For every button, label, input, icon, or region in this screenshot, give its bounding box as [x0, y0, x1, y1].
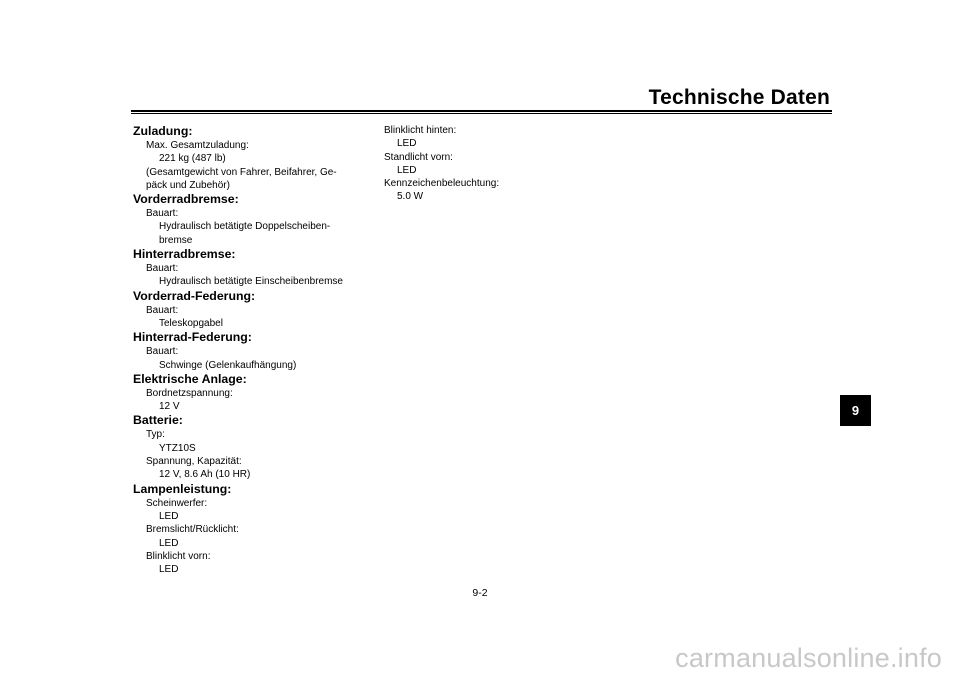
- spec-label: Bauart:: [146, 304, 179, 316]
- spec-value: Hydraulisch betätigte Einscheibenbremse: [159, 276, 343, 288]
- spec-value: 12 V: [159, 401, 180, 413]
- spec-heading: Lampenleistung:: [133, 481, 232, 496]
- spec-label: (Gesamtgewicht von Fahrer, Beifahrer, Ge-: [146, 166, 337, 178]
- watermark-text: carmanualsonline.info: [675, 643, 942, 673]
- spec-value: 221 kg (487 lb): [159, 153, 226, 165]
- page-number: 9-2: [472, 587, 488, 599]
- spec-value: 12 V, 8.6 Ah (10 HR): [159, 469, 251, 481]
- spec-label: Standlicht vorn:: [384, 151, 453, 163]
- spec-label: Scheinwerfer:: [146, 497, 208, 509]
- spec-heading: Hinterrad-Federung:: [133, 330, 252, 345]
- spec-value: LED: [397, 138, 417, 150]
- spec-label: Blinklicht vorn:: [146, 550, 211, 562]
- spec-heading: Elektrische Anlage:: [133, 371, 247, 386]
- spec-label: Bauart:: [146, 208, 179, 220]
- spec-column-left: [133, 124, 363, 576]
- spec-label: Blinklicht hinten:: [384, 125, 457, 136]
- spec-label: Max. Gesamtzuladung:: [146, 140, 249, 151]
- spec-heading: Batterie:: [133, 413, 183, 428]
- spec-value: Schwinge (Gelenkaufhängung): [159, 359, 297, 371]
- spec-value: LED: [159, 564, 179, 576]
- spec-value: YTZ10S: [159, 442, 196, 454]
- spec-value: Hydraulisch betätigte Doppelscheiben-: [159, 221, 331, 233]
- spec-label: Kennzeichenbeleuchtung:: [384, 178, 500, 190]
- spec-heading: Vorderradbremse:: [133, 192, 239, 207]
- spec-value: LED: [397, 164, 417, 176]
- spec-heading: Hinterradbremse:: [133, 247, 236, 262]
- spec-label: Bauart:: [146, 346, 179, 358]
- header-rule-thin: [131, 113, 832, 114]
- spec-label: Typ:: [146, 429, 165, 441]
- spec-value: 5.0 W: [397, 191, 424, 203]
- page-title: Technische Daten: [648, 86, 830, 109]
- spec-value: LED: [159, 510, 179, 522]
- spec-label: Spannung, Kapazität:: [146, 456, 242, 468]
- spec-label: Bordnetzspannung:: [146, 387, 233, 399]
- chapter-tab: 9: [840, 395, 871, 426]
- spec-column-right: [384, 124, 614, 204]
- spec-heading: Vorderrad-Federung:: [133, 288, 256, 303]
- header-rule: [131, 110, 832, 112]
- spec-value: Teleskopgabel: [159, 317, 223, 329]
- spec-label: Bremslicht/Rücklicht:: [146, 524, 239, 536]
- spec-label: Bauart:: [146, 263, 179, 275]
- spec-value: LED: [159, 537, 179, 549]
- spec-label: päck und Zubehör): [146, 179, 230, 191]
- spec-value: bremse: [159, 234, 193, 246]
- spec-heading: Zuladung:: [133, 124, 193, 138]
